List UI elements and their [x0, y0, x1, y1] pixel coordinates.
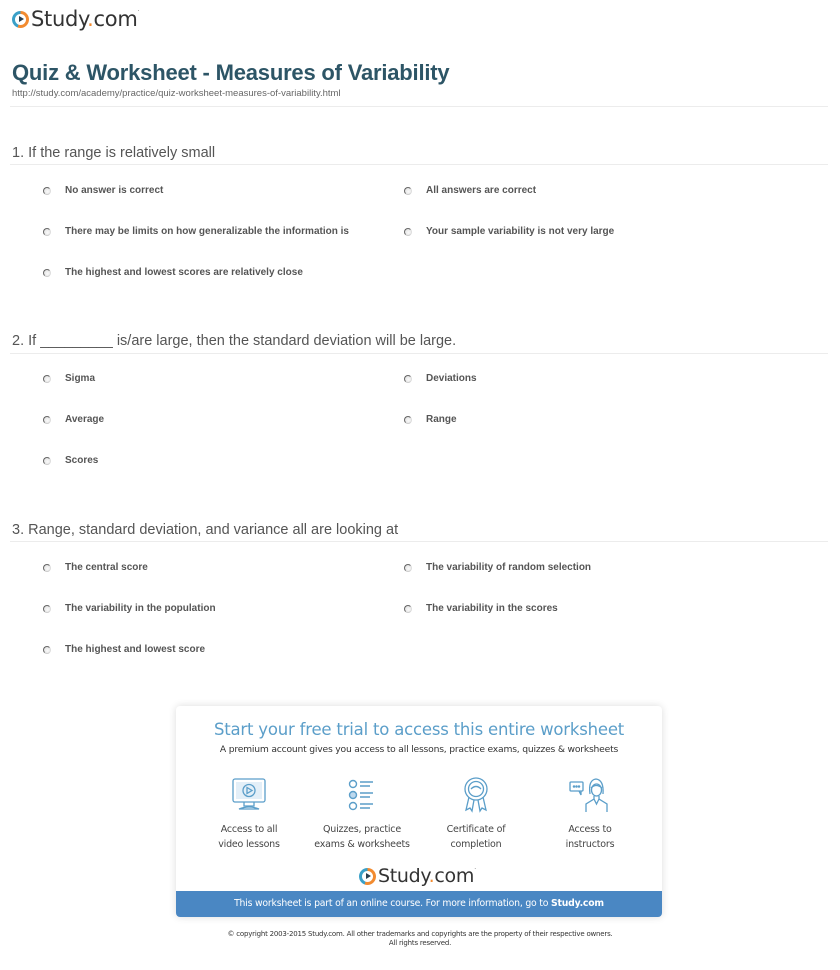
course-info-bar: This worksheet is part of an online course. For more information, go to Study.com [176, 891, 662, 917]
free-trial-promo [176, 706, 662, 917]
answer-option[interactable]: Sigma [43, 373, 95, 384]
copyright-notice: © copyright 2003-2015 Study.com. All other trademarks and copyrights are the property of their respective owners. All rights reserved. [227, 930, 613, 947]
feature-video-lessons: Access to all video lessons [194, 776, 304, 852]
radio-button[interactable] [43, 605, 51, 613]
radio-button[interactable] [43, 646, 51, 654]
divider [10, 106, 828, 107]
answer-option[interactable]: Average [43, 414, 104, 425]
page-url: http://study.com/academy/practice/quiz-worksheet-measures-of-variability.html [12, 88, 341, 99]
answer-option[interactable]: Range [404, 414, 457, 425]
question-2-title: 2. If _________ is/are large, then the standard deviation will be large. [12, 333, 457, 349]
radio-button[interactable] [43, 457, 51, 465]
play-circle-icon [359, 868, 376, 885]
answer-option[interactable]: No answer is correct [43, 185, 163, 196]
answer-option[interactable]: The variability in the scores [404, 603, 558, 614]
radio-button[interactable] [43, 228, 51, 236]
study-com-link[interactable]: Study.com [550, 898, 604, 909]
instructor-chat-icon [568, 776, 612, 814]
radio-button[interactable] [43, 269, 51, 277]
answer-option[interactable]: Scores [43, 455, 98, 466]
logo-text: Study.com· [378, 865, 477, 887]
divider [10, 353, 828, 354]
play-circle-icon [12, 11, 29, 28]
answer-option[interactable]: The variability in the population [43, 603, 216, 614]
promo-subheading: A premium account gives you access to all lessons, practice exams, quizzes & worksheets [219, 744, 619, 755]
answer-option[interactable]: The variability of random selection [404, 562, 591, 573]
radio-button[interactable] [43, 187, 51, 195]
radio-button[interactable] [404, 187, 412, 195]
question-3-title: 3. Range, standard deviation, and variance all are looking at [12, 522, 399, 538]
question-1-title: 1. If the range is relatively small [12, 145, 216, 161]
quiz-list-icon [343, 776, 381, 814]
answer-option[interactable]: The central score [43, 562, 148, 573]
divider [10, 541, 828, 542]
radio-button[interactable] [404, 375, 412, 383]
logo-text: Study.com· [31, 7, 140, 31]
feature-quizzes: Quizzes, practice exams & worksheets [307, 776, 417, 852]
radio-button[interactable] [404, 228, 412, 236]
radio-button[interactable] [43, 375, 51, 383]
radio-button[interactable] [404, 564, 412, 572]
feature-certificate: Certificate of completion [421, 776, 531, 852]
radio-button[interactable] [43, 564, 51, 572]
answer-option[interactable]: The highest and lowest score [43, 644, 205, 655]
page-title: Quiz & Worksheet - Measures of Variability [12, 60, 450, 85]
answer-option[interactable]: There may be limits on how generalizable the information is [43, 226, 349, 237]
answer-option[interactable]: All answers are correct [404, 185, 536, 196]
radio-button[interactable] [404, 605, 412, 613]
promo-heading[interactable]: Start your free trial to access this entire worksheet [213, 720, 625, 739]
study-logo-promo[interactable] [359, 865, 476, 887]
radio-button[interactable] [404, 416, 412, 424]
study-logo[interactable] [12, 7, 139, 31]
divider [10, 164, 828, 165]
certificate-ribbon-icon [457, 776, 495, 814]
radio-button[interactable] [43, 416, 51, 424]
answer-option[interactable]: Your sample variability is not very large [404, 226, 614, 237]
answer-option[interactable]: The highest and lowest scores are relatively close [43, 267, 303, 278]
video-monitor-icon [230, 776, 268, 814]
feature-instructors: Access to instructors [535, 776, 645, 852]
answer-option[interactable]: Deviations [404, 373, 477, 384]
